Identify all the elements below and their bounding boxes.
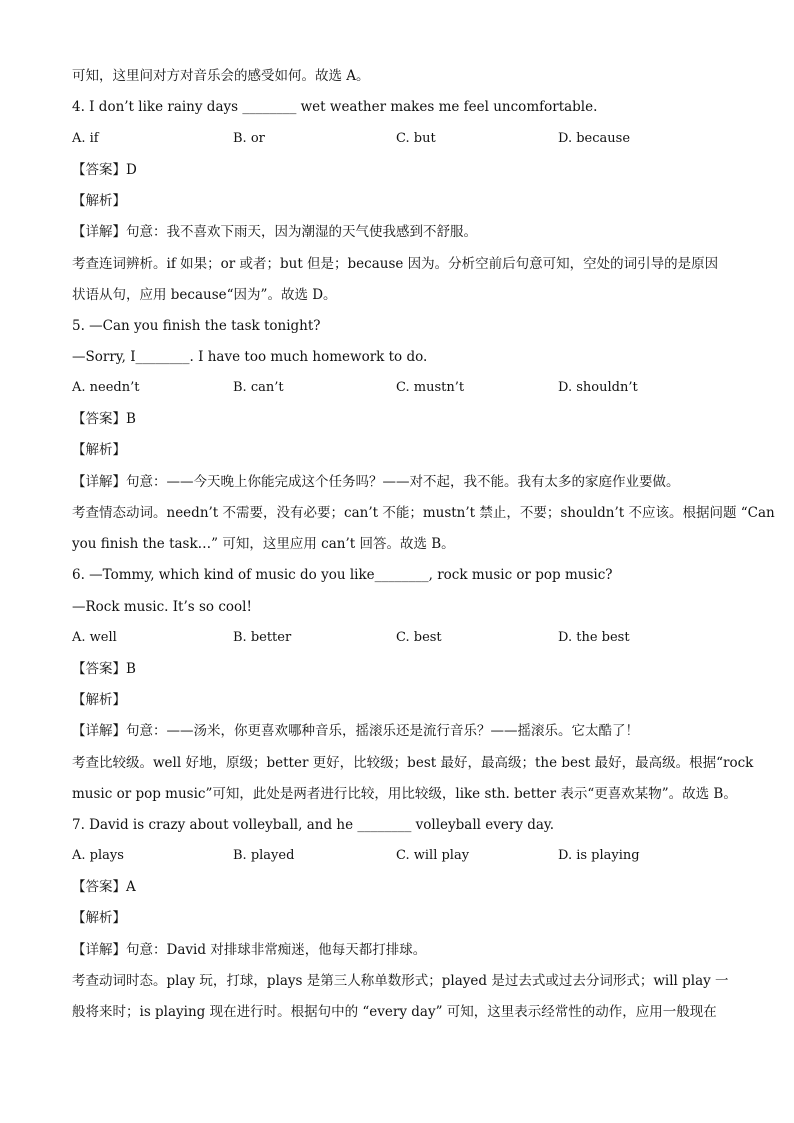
q7-option-d: D. is playing — [558, 848, 640, 863]
q7-detail-2: 考查动词时态。play 玩，打球，plays 是第三人称单数形式；played 是过去式或过去分词形式；will play 一 — [72, 973, 729, 989]
q4-option-b: B. or — [233, 131, 265, 146]
q4-option-d: D. because — [558, 131, 631, 146]
question-6-stem-1: 6. —Tommy, which kind of music do you like________, rock music or pop music? — [72, 567, 613, 583]
q6-analysis-label: 【解析】 — [72, 692, 126, 708]
q5-analysis-label: 【解析】 — [72, 442, 126, 458]
question-7-stem: 7. David is crazy about volleyball, and he ________ volleyball every day. — [72, 817, 555, 833]
q5-detail-1: 【详解】句意：——今天晚上你能完成这个任务吗？——对不起，我不能。我有太多的家庭作业要做。 — [72, 474, 680, 490]
q7-answer: 【答案】A — [72, 879, 136, 895]
q4-detail-1: 【详解】句意：我不喜欢下雨天，因为潮湿的天气使我感到不舒服。 — [72, 224, 477, 240]
question-4-stem: 4. I don’t like rainy days ________ wet weather makes me feel uncomfortable. — [72, 99, 598, 115]
q7-analysis-label: 【解析】 — [72, 910, 126, 926]
q6-option-b: B. better — [233, 630, 292, 645]
question-5-stem-1: 5. —Can you finish the task tonight? — [72, 318, 321, 334]
q4-answer: 【答案】D — [72, 162, 137, 178]
q6-detail-2: 考查比较级。well 好地，原级；better 更好，比较级；best 最好，最高级；the best 最好，最高级。根据“rock — [72, 755, 754, 771]
q4-option-c: C. but — [396, 131, 436, 146]
q7-option-a: A. plays — [72, 848, 124, 863]
q5-detail-2: 考查情态动词。needn’t 不需要，没有必要；can’t 不能；mustn’t 禁止，不要；shouldn’t 不应该。根据问题 “Can — [72, 505, 775, 521]
q6-option-c: C. best — [396, 630, 442, 645]
q5-option-c: C. mustn’t — [396, 380, 465, 395]
q5-answer: 【答案】B — [72, 411, 136, 427]
q6-detail-1: 【详解】句意：——汤米，你更喜欢哪种音乐，摇滚乐还是流行音乐？——摇滚乐。它太酷了！ — [72, 723, 639, 739]
q5-option-b: B. can’t — [233, 380, 284, 395]
q7-option-b: B. played — [233, 848, 295, 863]
q5-detail-3: you finish the task…” 可知，这里应用 can’t 回答。故选 B。 — [72, 536, 455, 552]
q6-detail-3: music or pop music”可知，此处是两者进行比较，用比较级，like sth. better 表示“更喜欢某物”。故选 B。 — [72, 786, 737, 802]
q7-option-c: C. will play — [396, 848, 470, 863]
q7-detail-1: 【详解】句意：David 对排球非常痴迷，他每天都打排球。 — [72, 942, 427, 958]
q4-option-a: A. if — [72, 131, 99, 146]
q4-analysis-label: 【解析】 — [72, 193, 126, 209]
question-5-stem-2: —Sorry, I________. I have too much homework to do. — [72, 349, 428, 365]
q5-option-d: D. shouldn’t — [558, 380, 638, 395]
question-6-stem-2: —Rock music. It’s so cool! — [72, 599, 252, 615]
q4-detail-3: 状语从句，应用 because“因为”。故选 D。 — [72, 287, 337, 303]
q6-answer: 【答案】B — [72, 661, 136, 677]
q6-option-a: A. well — [72, 630, 117, 645]
q4-detail-2: 考查连词辨析。if 如果；or 或者；but 但是；because 因为。分析空前后句意可知，空处的词引导的是原因 — [72, 256, 719, 272]
q6-option-d: D. the best — [558, 630, 630, 645]
intro-text: 可知，这里问对方对音乐会的感受如何。故选 A。 — [72, 68, 370, 84]
q7-detail-3: 般将来时；is playing 现在进行时。根据句中的 “every day” 可知，这里表示经常性的动作，应用一般现在 — [72, 1004, 717, 1020]
q5-option-a: A. needn’t — [72, 380, 140, 395]
